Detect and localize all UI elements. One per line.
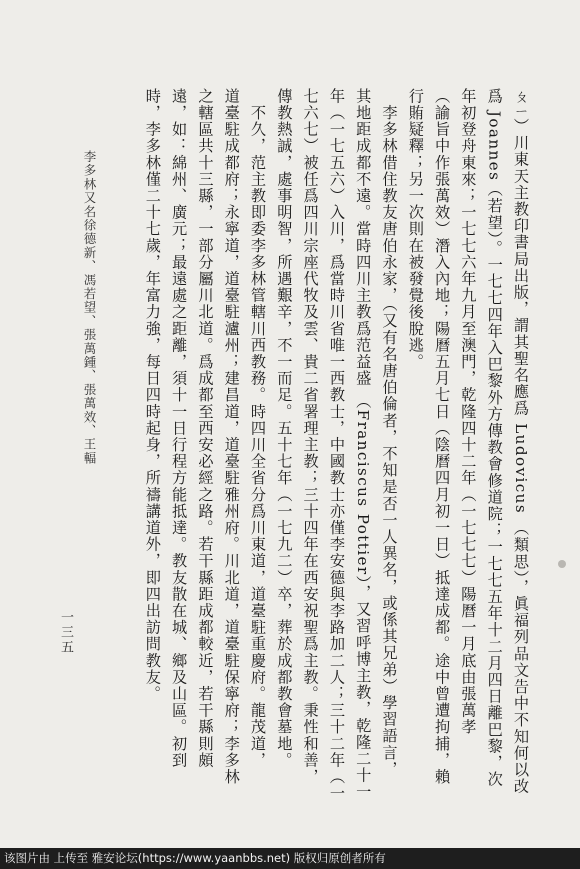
text-column: 年初登舟東來；一七七六年九月至澳門，乾隆四十二年（一七七七）陽曆一月底由張萬孝 bbox=[459, 88, 478, 736]
text-column: 其地距成都不遠。當時四川主教爲范益盛 （Franciscus Pottier），又習呼博主教，乾隆二十一 bbox=[354, 88, 373, 801]
text-column: ㄆㄧ）川東天主教印書局出版，謂其聖名應爲 Ludovicus （類思），眞福列品文告中不知何以改 bbox=[512, 88, 530, 795]
text-column: （諭旨中作張萬效）潛入內地；陽曆五月七日（陰曆四月初一日）抵達成都。途中曾遭拘捕，賴 bbox=[433, 88, 452, 786]
text-column: 爲 Joannes（若望）。一七七四年入巴黎外方傳教會修道院；一七七五年十二月四日離巴黎，次 bbox=[485, 88, 504, 788]
text-column: 道臺駐成都府；永寧道，道臺駐瀘州；建昌道，道臺駐雅州府。川北道，道臺駐保寧府；李多林 bbox=[222, 88, 241, 786]
page-number: 一三五 bbox=[58, 610, 73, 655]
text-column: 之轄區共十三縣，一部分屬川北道。爲成都至西安必經之路。若干縣距成都較近，若干縣則頗 bbox=[196, 88, 215, 769]
text-column: 行賄疑釋；另一次則在被發覺後脫逃。 bbox=[406, 88, 425, 371]
text-column: 傳教熱誠，處事明智，所遇艱辛，不一而足。五十七年（一七九二）卒，葬於成都教會墓地。 bbox=[275, 88, 294, 769]
text-column: 時，李多林僅二十七歲，年富力強，每日四時起身，所禱講道外，即四出訪問教友。 bbox=[143, 88, 162, 703]
text-column: 遠，如：綿州、廣元；最遠處之距離，須十一日行程方能抵達。教友散在城、鄉及山區。初到 bbox=[170, 88, 189, 769]
footnote: 李多林又名徐德新、馮若望、張萬鍾、張萬效、王輻 bbox=[82, 150, 97, 466]
text-column: 七六七）被任爲四川宗座代牧及雲、貴二省署理主教；三十四年在西安祝聖爲主教。秉性和善， bbox=[301, 88, 320, 786]
watermark-footer: 该图片由 上传至 雅安论坛(https://www.yaanbbs.net) 版权归原创者所有 bbox=[0, 848, 580, 869]
vertical-text-block bbox=[140, 88, 534, 802]
text-column: 年（一七五六）入川，爲當時川省唯一西教士，中國教士亦僅李安德與李路加二人；三十二年（一 bbox=[327, 88, 346, 802]
scan-edge-mark bbox=[558, 560, 566, 568]
text-column: 李多林借住教友唐伯永家，（又有名唐伯倫者，不知是否一人異名，或係其兄弟）學習語言， bbox=[380, 88, 399, 778]
text-column: 不久，范主教即委李多林管轄川西教務。時四川全省分爲川東道，道臺駐重慶府。龍茂道， bbox=[249, 88, 268, 769]
